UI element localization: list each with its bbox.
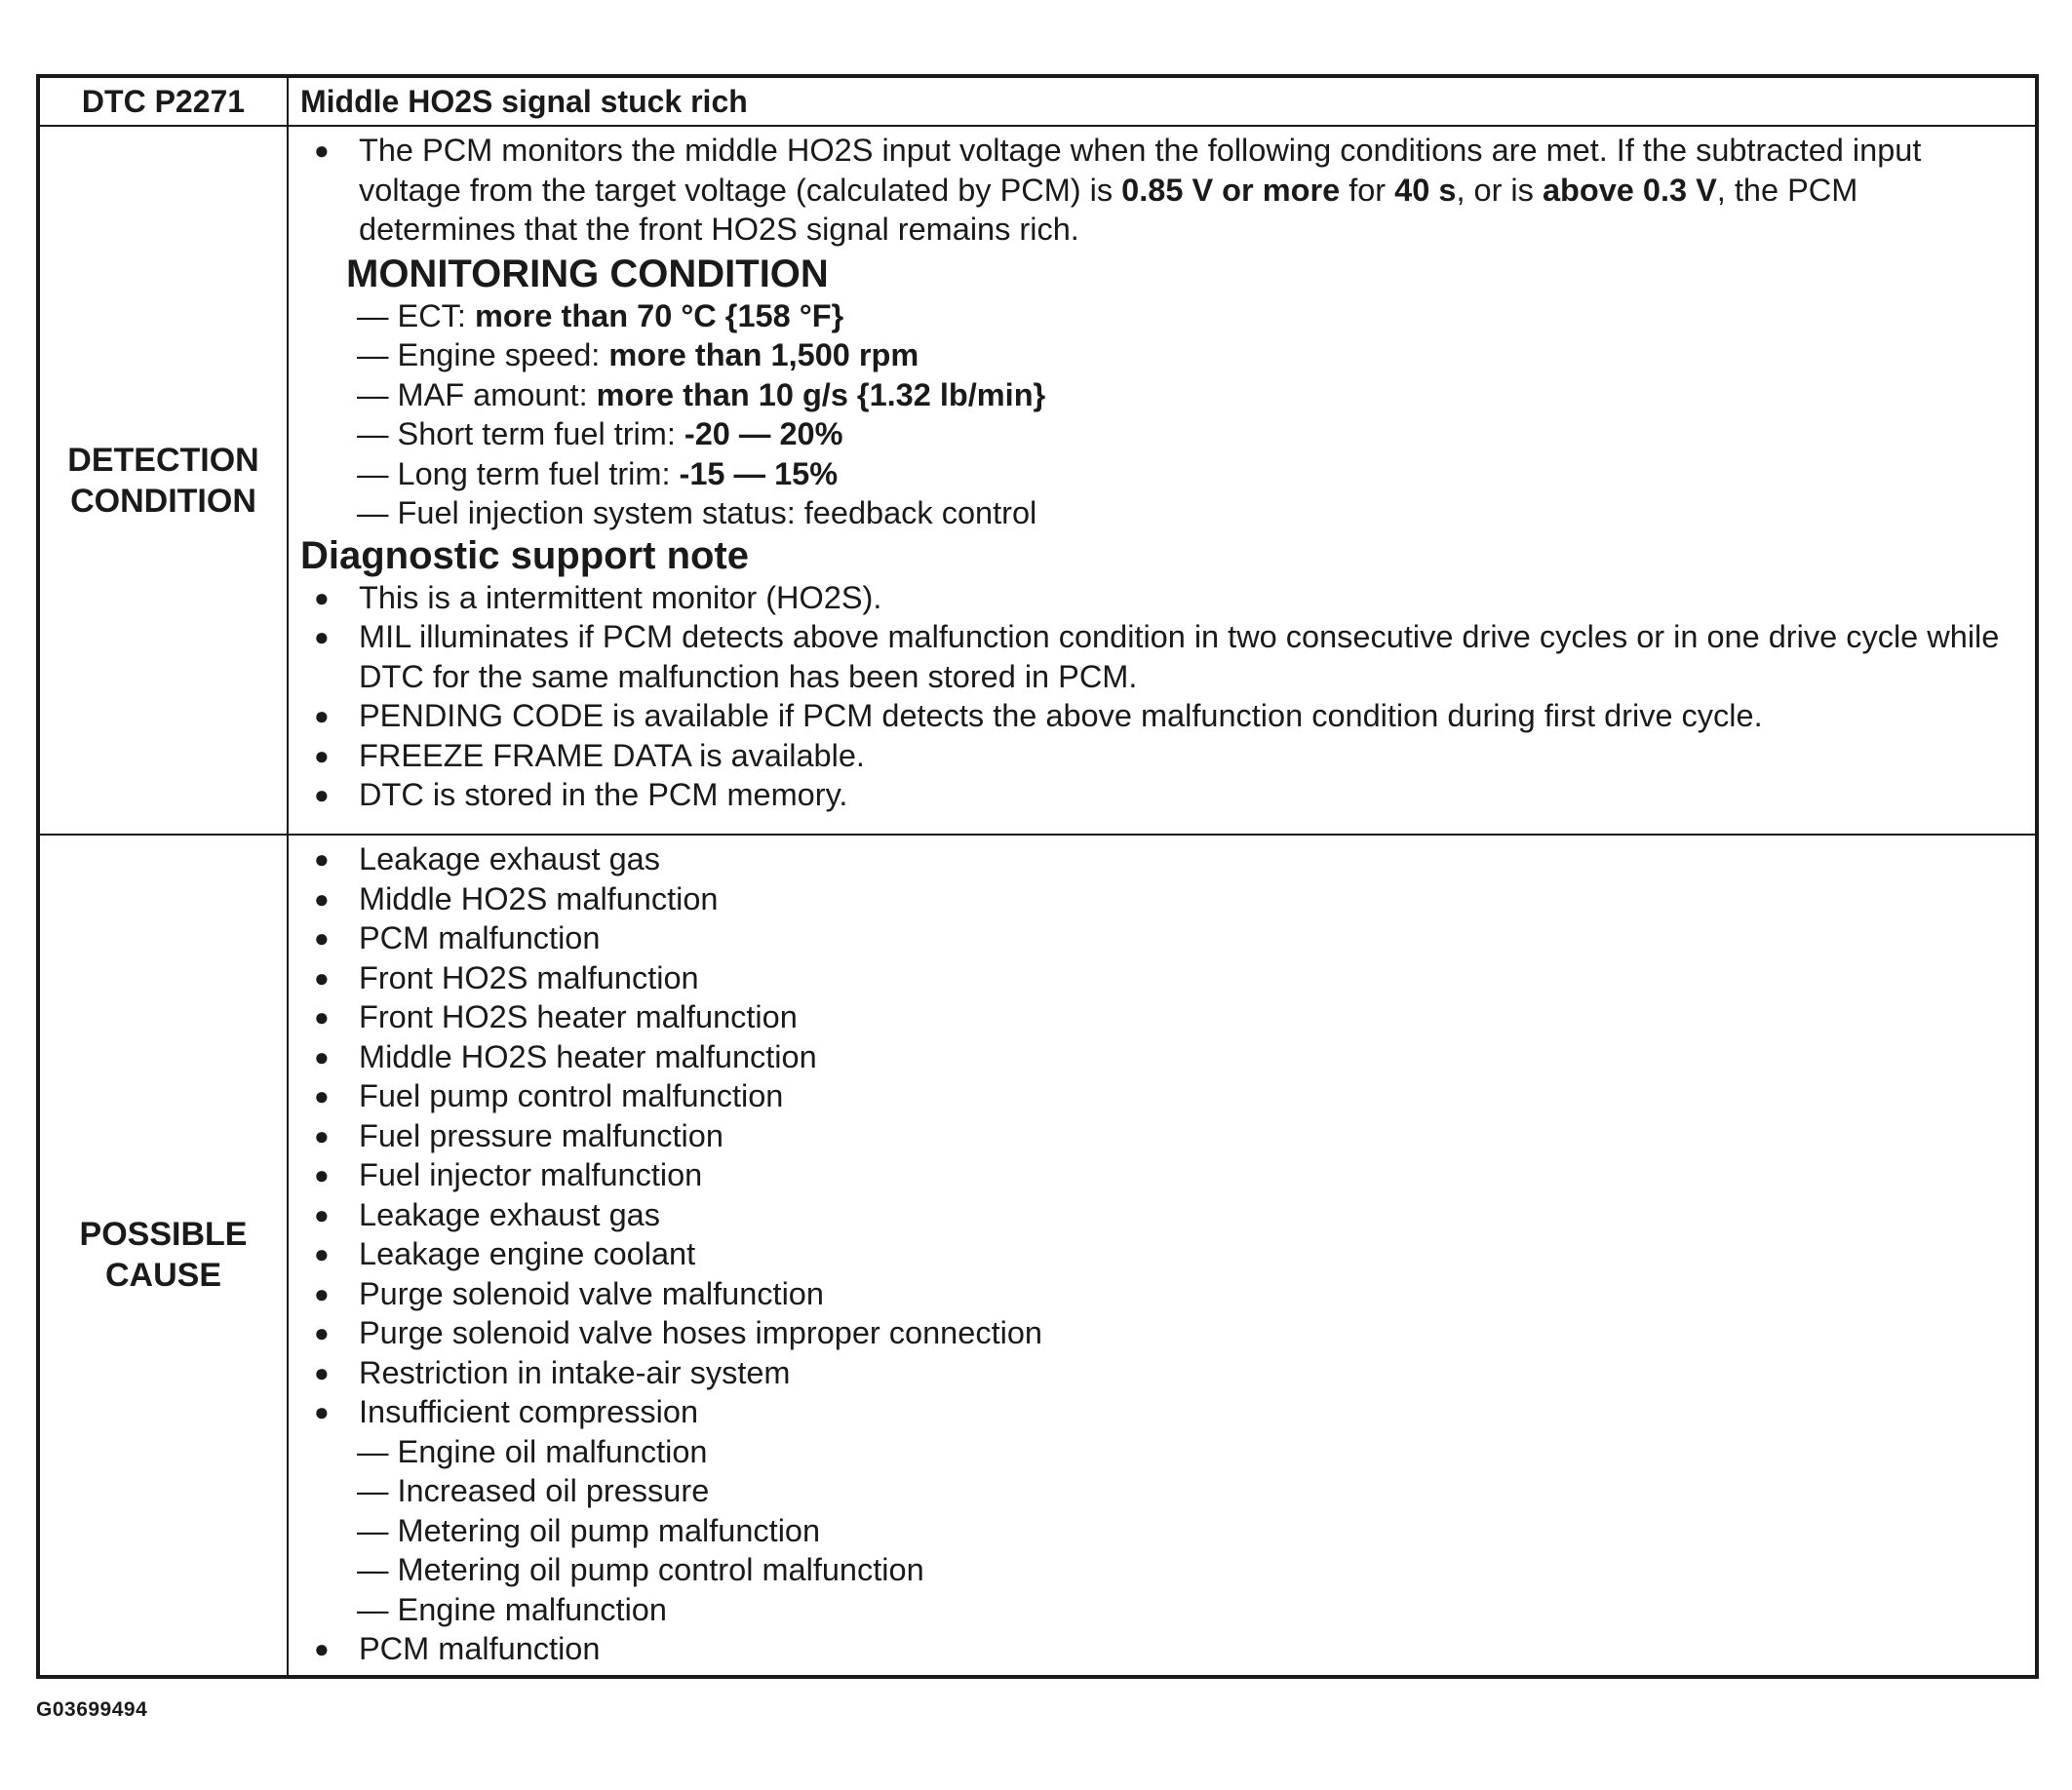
cause-item: ● Leakage engine coolant bbox=[300, 1234, 2023, 1274]
cause-label: POSSIBLE CAUSE bbox=[38, 835, 288, 1677]
bullet-icon: ● bbox=[314, 923, 330, 953]
condition-item: — Fuel injection system status: feedback control bbox=[357, 495, 1037, 530]
cause-item: ● Front HO2S malfunction bbox=[300, 958, 2023, 998]
cause-item: ● PCM malfunction bbox=[300, 918, 2023, 958]
bullet-icon: ● bbox=[314, 1278, 330, 1308]
bullet-icon: ● bbox=[314, 740, 330, 770]
bullet-icon: ● bbox=[314, 780, 330, 809]
bullet-icon: ● bbox=[314, 1357, 330, 1387]
compression-subitem: — Metering oil pump control malfunction bbox=[357, 1552, 924, 1587]
bullet-icon: ● bbox=[314, 582, 330, 612]
cause-item: ● Fuel pump control malfunction bbox=[300, 1076, 2023, 1116]
note-item: ● FREEZE FRAME DATA is available. bbox=[300, 736, 2023, 776]
bullet-icon: ● bbox=[314, 1120, 330, 1150]
cause-row bbox=[38, 835, 2037, 1677]
condition-item: — Long term fuel trim: -15 — 15% bbox=[357, 455, 839, 491]
cause-item: ● Middle HO2S malfunction bbox=[300, 879, 2023, 919]
bullet-icon: ● bbox=[314, 1002, 330, 1031]
compression-subitem: — Engine malfunction bbox=[357, 1591, 667, 1627]
cause-item: ● Purge solenoid valve malfunction bbox=[300, 1274, 2023, 1314]
dtc-code: DTC P2271 bbox=[38, 76, 288, 126]
cause-item: ● Leakage exhaust gas bbox=[300, 1195, 2023, 1235]
condition-item: — MAF amount: more than 10 g/s {1.32 lb/min} bbox=[357, 376, 1046, 412]
cause-item: ● Restriction in intake-air system bbox=[300, 1353, 2023, 1393]
cause-item: ● PCM malfunction bbox=[300, 1629, 2023, 1669]
note-item: ● This is a intermittent monitor (HO2S). bbox=[300, 578, 2023, 618]
cause-item: ● Middle HO2S heater malfunction bbox=[300, 1037, 2023, 1077]
causes-list bbox=[300, 839, 2023, 1669]
condition-item: — Engine speed: more than 1,500 rpm bbox=[357, 337, 919, 372]
detection-row bbox=[38, 126, 2037, 835]
note-item: ● PENDING CODE is available if PCM detects the above malfunction condition during first drive cycle. bbox=[300, 696, 2023, 736]
diagnostic-heading: Diagnostic support note bbox=[300, 533, 749, 577]
bullet-icon: ● bbox=[314, 1634, 330, 1663]
bullet-icon: ● bbox=[314, 701, 330, 730]
bullet-icon: ● bbox=[314, 1160, 330, 1189]
bullet-icon: ● bbox=[314, 622, 330, 651]
detection-content bbox=[288, 126, 2037, 835]
cause-item: ● Fuel pressure malfunction bbox=[300, 1116, 2023, 1156]
condition-item: — Short term fuel trim: -20 — 20% bbox=[357, 416, 843, 451]
dtc-title: Middle HO2S signal stuck rich bbox=[288, 76, 2037, 126]
bullet-icon: ● bbox=[314, 883, 330, 914]
conditions-list bbox=[300, 296, 2023, 533]
bullet-icon: ● bbox=[314, 962, 330, 992]
cause-item: ● Fuel injector malfunction bbox=[300, 1155, 2023, 1195]
bullet-icon: ● bbox=[314, 1239, 330, 1268]
intro-paragraph: ● The PCM monitors the middle HO2S input voltage when the following conditions are met. If the subtracted input voltage from the target voltage (calculated by PCM) is 0.85 V or more for 40 s, or is above 0.3 V, the PCM determines that the front HO2S signal remains rich. bbox=[314, 133, 1922, 247]
figure-code: G03699494 bbox=[36, 1698, 148, 1721]
bullet-icon: ● bbox=[314, 136, 330, 165]
cause-item: ● Front HO2S heater malfunction bbox=[300, 997, 2023, 1037]
cause-content bbox=[288, 835, 2037, 1677]
bullet-icon: ● bbox=[314, 1318, 330, 1347]
bullet-icon: ● bbox=[314, 1397, 330, 1426]
bullet-icon: ● bbox=[314, 1041, 330, 1071]
detection-label: DETECTION CONDITION bbox=[38, 126, 288, 835]
note-item: ● DTC is stored in the PCM memory. bbox=[300, 775, 2023, 815]
cause-item: ● Insufficient compression bbox=[300, 1392, 2023, 1432]
bullet-icon: ● bbox=[314, 844, 330, 874]
bullet-icon: ● bbox=[314, 1199, 330, 1229]
compression-subitem: — Increased oil pressure bbox=[357, 1473, 710, 1508]
header-row bbox=[38, 76, 2037, 126]
notes-list bbox=[300, 578, 2023, 815]
monitoring-heading: MONITORING CONDITION bbox=[346, 252, 829, 295]
cause-item: ● Purge solenoid valve hoses improper connection bbox=[300, 1313, 2023, 1353]
compression-subitem: — Metering oil pump malfunction bbox=[357, 1512, 821, 1548]
compression-subitem: — Engine oil malfunction bbox=[357, 1433, 708, 1469]
note-item: ● MIL illuminates if PCM detects above malfunction condition in two consecutive drive cycles or in one drive cycle while DTC for the same malfunction has been stored in PCM. bbox=[314, 619, 2000, 694]
cause-item: ● Leakage exhaust gas bbox=[300, 839, 2023, 879]
condition-item: — ECT: more than 70 °C {158 °F} bbox=[357, 297, 844, 333]
bullet-icon: ● bbox=[314, 1081, 330, 1110]
dtc-table bbox=[36, 74, 2039, 1679]
